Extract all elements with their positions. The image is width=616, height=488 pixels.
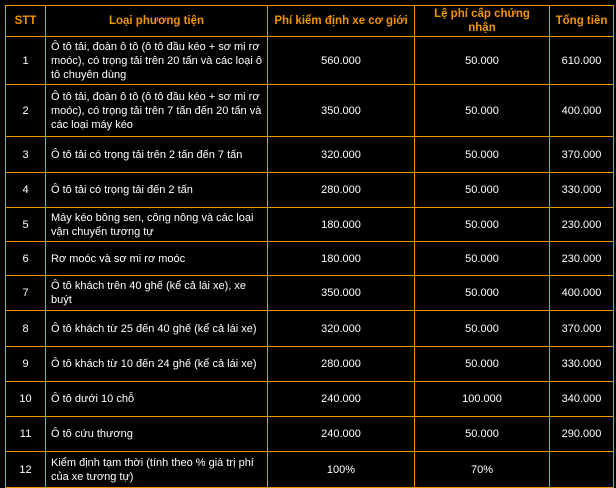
row-stt: 2	[6, 85, 46, 137]
header-total: Tổng tiền	[550, 6, 614, 37]
row-certificate-fee: 50.000	[415, 85, 550, 137]
row-total: 230.000	[550, 242, 614, 276]
row-certificate-fee: 50.000	[415, 276, 550, 311]
row-vehicle-type: Rơ moóc và sơ mi rơ moóc	[46, 242, 268, 276]
row-total: 400.000	[550, 85, 614, 137]
header-row	[6, 6, 614, 37]
table-row	[6, 452, 614, 488]
header-stt: STT	[6, 6, 46, 37]
header-certificate-fee: Lệ phí cấp chứng nhận	[415, 6, 550, 37]
row-total: 330.000	[550, 347, 614, 382]
row-stt: 6	[6, 242, 46, 276]
row-certificate-fee: 100.000	[415, 382, 550, 417]
row-certificate-fee: 50.000	[415, 173, 550, 208]
row-inspection-fee: 280.000	[268, 173, 415, 208]
row-certificate-fee: 50.000	[415, 417, 550, 452]
row-total: 610.000	[550, 37, 614, 85]
row-vehicle-type: Kiểm định tạm thời (tính theo % giá trị phí của xe tương tự)	[46, 452, 268, 488]
table-row	[6, 37, 614, 85]
row-certificate-fee: 50.000	[415, 37, 550, 85]
row-stt: 9	[6, 347, 46, 382]
row-certificate-fee: 70%	[415, 452, 550, 488]
table-row	[6, 311, 614, 347]
table-row	[6, 276, 614, 311]
row-vehicle-type: Ô tô tải có trọng tải đến 2 tấn	[46, 173, 268, 208]
row-certificate-fee: 50.000	[415, 242, 550, 276]
fee-table	[5, 5, 614, 488]
row-inspection-fee: 320.000	[268, 137, 415, 173]
table-row	[6, 417, 614, 452]
row-inspection-fee: 560.000	[268, 37, 415, 85]
row-stt: 7	[6, 276, 46, 311]
row-stt: 3	[6, 137, 46, 173]
row-stt: 11	[6, 417, 46, 452]
row-total: 370.000	[550, 137, 614, 173]
row-total: 340.000	[550, 382, 614, 417]
row-stt: 12	[6, 452, 46, 488]
row-vehicle-type: Ô tô dưới 10 chỗ	[46, 382, 268, 417]
row-inspection-fee: 180.000	[268, 208, 415, 242]
row-total: 400.000	[550, 276, 614, 311]
row-inspection-fee: 280.000	[268, 347, 415, 382]
table-body	[6, 37, 614, 488]
table-row	[6, 382, 614, 417]
row-vehicle-type: Ô tô cứu thương	[46, 417, 268, 452]
table-row	[6, 85, 614, 137]
row-inspection-fee: 180.000	[268, 242, 415, 276]
row-certificate-fee: 50.000	[415, 311, 550, 347]
row-total: 330.000	[550, 173, 614, 208]
row-stt: 4	[6, 173, 46, 208]
row-total: 290.000	[550, 417, 614, 452]
row-inspection-fee: 320.000	[268, 311, 415, 347]
row-certificate-fee: 50.000	[415, 347, 550, 382]
row-inspection-fee: 240.000	[268, 382, 415, 417]
row-total	[550, 452, 614, 488]
table-row	[6, 137, 614, 173]
table-row	[6, 347, 614, 382]
table-header	[6, 6, 614, 37]
row-inspection-fee: 350.000	[268, 276, 415, 311]
header-inspection-fee: Phí kiểm định xe cơ giới	[268, 6, 415, 37]
table-row	[6, 208, 614, 242]
table-row	[6, 242, 614, 276]
row-vehicle-type: Ô tô tải, đoàn ô tô (ô tô đầu kéo + sơ mi rơ moóc), có trọng tải trên 7 tấn đến 20 tấn và các loại máy kéo	[46, 85, 268, 137]
row-vehicle-type: Ô tô tải có trọng tải trên 2 tấn đến 7 tấn	[46, 137, 268, 173]
row-stt: 10	[6, 382, 46, 417]
row-vehicle-type: Ô tô khách từ 10 đến 24 ghế (kể cả lái xe)	[46, 347, 268, 382]
row-vehicle-type: Ô tô tải, đoàn ô tô (ô tô đầu kéo + sơ mi rơ moóc), có trọng tải trên 20 tấn và các loại ô tô chuyên dùng	[46, 37, 268, 85]
row-total: 230.000	[550, 208, 614, 242]
row-certificate-fee: 50.000	[415, 208, 550, 242]
row-inspection-fee: 100%	[268, 452, 415, 488]
row-vehicle-type: Ô tô khách trên 40 ghế (kể cả lái xe), xe buýt	[46, 276, 268, 311]
row-vehicle-type: Ô tô khách từ 25 đến 40 ghế (kể cả lái xe)	[46, 311, 268, 347]
row-stt: 1	[6, 37, 46, 85]
row-inspection-fee: 350.000	[268, 85, 415, 137]
row-stt: 5	[6, 208, 46, 242]
row-inspection-fee: 240.000	[268, 417, 415, 452]
header-vehicle-type: Loại phương tiện	[46, 6, 268, 37]
row-certificate-fee: 50.000	[415, 137, 550, 173]
row-vehicle-type: Máy kéo bông sen, công nông và các loại vận chuyển tương tự	[46, 208, 268, 242]
table-row	[6, 173, 614, 208]
row-total: 370.000	[550, 311, 614, 347]
row-stt: 8	[6, 311, 46, 347]
